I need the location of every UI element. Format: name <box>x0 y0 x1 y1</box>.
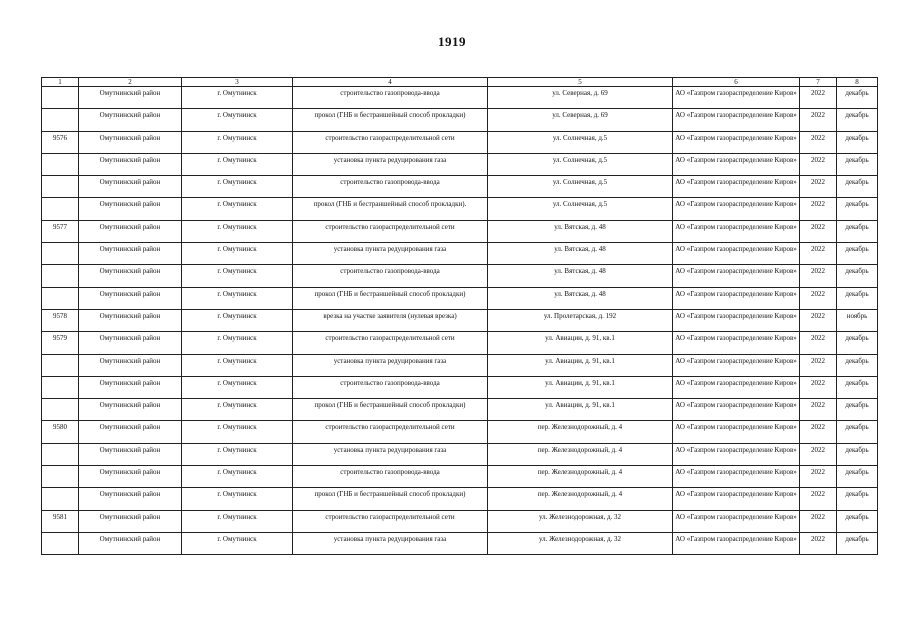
city-cell: г. Омутнинск <box>182 87 293 109</box>
organization-cell: АО «Газпром газораспределение Киров» <box>673 287 800 309</box>
work-type-cell: строительство газопровода-ввода <box>293 176 488 198</box>
table-row <box>42 153 878 175</box>
column-header-5: 5 <box>488 78 673 87</box>
work-type-cell: строительство газораспределительной сети <box>293 220 488 242</box>
table-row <box>42 131 878 153</box>
row-number-cell <box>42 488 79 510</box>
month-cell: декабрь <box>837 287 878 309</box>
district-cell: Омутнинский район <box>79 443 182 465</box>
organization-cell: АО «Газпром газораспределение Киров» <box>673 510 800 532</box>
page-number: 1919 <box>438 34 466 49</box>
year-cell: 2022 <box>800 176 837 198</box>
address-cell: ул. Солнечная, д.5 <box>488 176 673 198</box>
year-cell: 2022 <box>800 131 837 153</box>
month-cell: декабрь <box>837 421 878 443</box>
year-cell: 2022 <box>800 488 837 510</box>
work-type-cell: строительство газораспределительной сети <box>293 131 488 153</box>
organization-cell: АО «Газпром газораспределение Киров» <box>673 265 800 287</box>
work-type-cell: врезка на участке заявителя (нулевая врезка) <box>293 309 488 331</box>
organization-cell: АО «Газпром газораспределение Киров» <box>673 354 800 376</box>
district-cell: Омутнинский район <box>79 376 182 398</box>
organization-cell: АО «Газпром газораспределение Киров» <box>673 131 800 153</box>
row-number-cell <box>42 198 79 220</box>
city-cell: г. Омутнинск <box>182 488 293 510</box>
city-cell: г. Омутнинск <box>182 421 293 443</box>
row-number-cell: 9579 <box>42 332 79 354</box>
table-header-row <box>42 78 878 87</box>
month-cell: декабрь <box>837 488 878 510</box>
address-cell: пер. Железнодорожный, д. 4 <box>488 421 673 443</box>
city-cell: г. Омутнинск <box>182 109 293 131</box>
column-header-7: 7 <box>800 78 837 87</box>
month-cell: декабрь <box>837 198 878 220</box>
column-header-2: 2 <box>79 78 182 87</box>
city-cell: г. Омутнинск <box>182 510 293 532</box>
work-type-cell: строительство газопровода-ввода <box>293 265 488 287</box>
organization-cell: АО «Газпром газораспределение Киров» <box>673 87 800 109</box>
organization-cell: АО «Газпром газораспределение Киров» <box>673 220 800 242</box>
year-cell: 2022 <box>800 532 837 554</box>
organization-cell: АО «Газпром газораспределение Киров» <box>673 421 800 443</box>
city-cell: г. Омутнинск <box>182 332 293 354</box>
work-type-cell: прокол (ГНБ и бестраншейный способ прокладки) <box>293 399 488 421</box>
work-type-cell: прокол (ГНБ и бестраншейный способ прокладки). <box>293 198 488 220</box>
table-row <box>42 220 878 242</box>
column-header-4: 4 <box>293 78 488 87</box>
row-number-cell <box>42 265 79 287</box>
row-number-cell <box>42 443 79 465</box>
month-cell: декабрь <box>837 265 878 287</box>
row-number-cell <box>42 399 79 421</box>
year-cell: 2022 <box>800 109 837 131</box>
work-type-cell: установка пункта редуцирования газа <box>293 443 488 465</box>
city-cell: г. Омутнинск <box>182 532 293 554</box>
month-cell: декабрь <box>837 354 878 376</box>
row-number-cell <box>42 376 79 398</box>
work-type-cell: установка пункта редуцирования газа <box>293 153 488 175</box>
address-cell: ул. Железнодорожная, д. 32 <box>488 532 673 554</box>
organization-cell: АО «Газпром газораспределение Киров» <box>673 376 800 398</box>
row-number-cell: 9578 <box>42 309 79 331</box>
address-cell: ул. Вятская, д. 48 <box>488 265 673 287</box>
month-cell: декабрь <box>837 376 878 398</box>
address-cell: ул. Авиации, д. 91, кв.1 <box>488 332 673 354</box>
address-cell: ул. Северная, д. 69 <box>488 87 673 109</box>
table-row <box>42 243 878 265</box>
work-type-cell: строительство газопровода-ввода <box>293 466 488 488</box>
address-cell: ул. Вятская, д. 48 <box>488 220 673 242</box>
month-cell: декабрь <box>837 510 878 532</box>
district-cell: Омутнинский район <box>79 421 182 443</box>
table-row <box>42 87 878 109</box>
city-cell: г. Омутнинск <box>182 176 293 198</box>
city-cell: г. Омутнинск <box>182 131 293 153</box>
row-number-cell <box>42 532 79 554</box>
work-type-cell: строительство газораспределительной сети <box>293 421 488 443</box>
row-number-cell <box>42 466 79 488</box>
month-cell: декабрь <box>837 131 878 153</box>
organization-cell: АО «Газпром газораспределение Киров» <box>673 332 800 354</box>
city-cell: г. Омутнинск <box>182 466 293 488</box>
work-type-cell: прокол (ГНБ и бестраншейный способ прокладки) <box>293 488 488 510</box>
address-cell: ул. Вятская, д. 48 <box>488 243 673 265</box>
address-cell: пер. Железнодорожный, д. 4 <box>488 466 673 488</box>
row-number-cell: 9580 <box>42 421 79 443</box>
organization-cell: АО «Газпром газораспределение Киров» <box>673 309 800 331</box>
address-cell: ул. Вятская, д. 48 <box>488 287 673 309</box>
organization-cell: АО «Газпром газораспределение Киров» <box>673 176 800 198</box>
month-cell: ноябрь <box>837 309 878 331</box>
month-cell: декабрь <box>837 399 878 421</box>
organization-cell: АО «Газпром газораспределение Киров» <box>673 532 800 554</box>
work-type-cell: прокол (ГНБ и бестраншейный способ прокладки) <box>293 109 488 131</box>
city-cell: г. Омутнинск <box>182 220 293 242</box>
table-body <box>42 87 878 555</box>
row-number-cell <box>42 354 79 376</box>
year-cell: 2022 <box>800 265 837 287</box>
work-type-cell: строительство газопровода-ввода <box>293 87 488 109</box>
column-header-1: 1 <box>42 78 79 87</box>
work-type-cell: строительство газораспределительной сети <box>293 332 488 354</box>
table-row <box>42 399 878 421</box>
organization-cell: АО «Газпром газораспределение Киров» <box>673 399 800 421</box>
year-cell: 2022 <box>800 443 837 465</box>
table-row <box>42 488 878 510</box>
month-cell: декабрь <box>837 466 878 488</box>
table-row <box>42 443 878 465</box>
table-row <box>42 354 878 376</box>
district-cell: Омутнинский район <box>79 243 182 265</box>
column-header-8: 8 <box>837 78 878 87</box>
organization-cell: АО «Газпром газораспределение Киров» <box>673 153 800 175</box>
organization-cell: АО «Газпром газораспределение Киров» <box>673 488 800 510</box>
district-cell: Омутнинский район <box>79 287 182 309</box>
city-cell: г. Омутнинск <box>182 153 293 175</box>
row-number-cell <box>42 287 79 309</box>
address-cell: ул. Железнодорожная, д. 32 <box>488 510 673 532</box>
year-cell: 2022 <box>800 153 837 175</box>
district-cell: Омутнинский район <box>79 131 182 153</box>
row-number-cell <box>42 109 79 131</box>
registry-table <box>41 77 878 555</box>
month-cell: декабрь <box>837 332 878 354</box>
work-type-cell: установка пункта редуцирования газа <box>293 354 488 376</box>
address-cell: пер. Железнодорожный, д. 4 <box>488 443 673 465</box>
organization-cell: АО «Газпром газораспределение Киров» <box>673 466 800 488</box>
city-cell: г. Омутнинск <box>182 354 293 376</box>
row-number-cell <box>42 243 79 265</box>
city-cell: г. Омутнинск <box>182 265 293 287</box>
city-cell: г. Омутнинск <box>182 399 293 421</box>
address-cell: ул. Северная, д. 69 <box>488 109 673 131</box>
table-row <box>42 532 878 554</box>
district-cell: Омутнинский район <box>79 399 182 421</box>
row-number-cell: 9576 <box>42 131 79 153</box>
table-row <box>42 309 878 331</box>
column-header-6: 6 <box>673 78 800 87</box>
address-cell: ул. Авиации, д. 91, кв.1 <box>488 399 673 421</box>
address-cell: ул. Солнечная, д.5 <box>488 131 673 153</box>
city-cell: г. Омутнинск <box>182 287 293 309</box>
month-cell: декабрь <box>837 109 878 131</box>
year-cell: 2022 <box>800 220 837 242</box>
table-row <box>42 376 878 398</box>
table-row <box>42 466 878 488</box>
work-type-cell: установка пункта редуцирования газа <box>293 243 488 265</box>
district-cell: Омутнинский район <box>79 153 182 175</box>
city-cell: г. Омутнинск <box>182 443 293 465</box>
address-cell: ул. Авиации, д. 91, кв.1 <box>488 376 673 398</box>
district-cell: Омутнинский район <box>79 510 182 532</box>
table-row <box>42 510 878 532</box>
district-cell: Омутнинский район <box>79 354 182 376</box>
year-cell: 2022 <box>800 399 837 421</box>
month-cell: декабрь <box>837 443 878 465</box>
district-cell: Омутнинский район <box>79 466 182 488</box>
organization-cell: АО «Газпром газораспределение Киров» <box>673 443 800 465</box>
table-row <box>42 109 878 131</box>
month-cell: декабрь <box>837 87 878 109</box>
row-number-cell <box>42 176 79 198</box>
table-row <box>42 198 878 220</box>
district-cell: Омутнинский район <box>79 532 182 554</box>
table-row <box>42 421 878 443</box>
address-cell: ул. Солнечная, д.5 <box>488 153 673 175</box>
city-cell: г. Омутнинск <box>182 376 293 398</box>
district-cell: Омутнинский район <box>79 220 182 242</box>
district-cell: Омутнинский район <box>79 87 182 109</box>
address-cell: ул. Авиации, д. 91, кв.1 <box>488 354 673 376</box>
row-number-cell <box>42 87 79 109</box>
district-cell: Омутнинский район <box>79 198 182 220</box>
city-cell: г. Омутнинск <box>182 309 293 331</box>
work-type-cell: строительство газораспределительной сети <box>293 510 488 532</box>
address-cell: ул. Солнечная, д.5 <box>488 198 673 220</box>
district-cell: Омутнинский район <box>79 109 182 131</box>
organization-cell: АО «Газпром газораспределение Киров» <box>673 109 800 131</box>
organization-cell: АО «Газпром газораспределение Киров» <box>673 198 800 220</box>
year-cell: 2022 <box>800 510 837 532</box>
table-row <box>42 176 878 198</box>
year-cell: 2022 <box>800 466 837 488</box>
year-cell: 2022 <box>800 332 837 354</box>
month-cell: декабрь <box>837 243 878 265</box>
row-number-cell <box>42 153 79 175</box>
work-type-cell: строительство газопровода-ввода <box>293 376 488 398</box>
table-row <box>42 265 878 287</box>
year-cell: 2022 <box>800 421 837 443</box>
year-cell: 2022 <box>800 287 837 309</box>
district-cell: Омутнинский район <box>79 265 182 287</box>
year-cell: 2022 <box>800 376 837 398</box>
month-cell: декабрь <box>837 220 878 242</box>
year-cell: 2022 <box>800 309 837 331</box>
table-row <box>42 287 878 309</box>
work-type-cell: прокол (ГНБ и бестраншейный способ прокладки) <box>293 287 488 309</box>
organization-cell: АО «Газпром газораспределение Киров» <box>673 243 800 265</box>
city-cell: г. Омутнинск <box>182 198 293 220</box>
year-cell: 2022 <box>800 354 837 376</box>
month-cell: декабрь <box>837 532 878 554</box>
column-header-3: 3 <box>182 78 293 87</box>
row-number-cell: 9581 <box>42 510 79 532</box>
row-number-cell: 9577 <box>42 220 79 242</box>
district-cell: Омутнинский район <box>79 488 182 510</box>
address-cell: ул. Пролетарская, д. 192 <box>488 309 673 331</box>
district-cell: Омутнинский район <box>79 176 182 198</box>
table-row <box>42 332 878 354</box>
address-cell: пер. Железнодорожный, д. 4 <box>488 488 673 510</box>
city-cell: г. Омутнинск <box>182 243 293 265</box>
month-cell: декабрь <box>837 153 878 175</box>
year-cell: 2022 <box>800 87 837 109</box>
month-cell: декабрь <box>837 176 878 198</box>
year-cell: 2022 <box>800 198 837 220</box>
work-type-cell: установка пункта редуцирования газа <box>293 532 488 554</box>
year-cell: 2022 <box>800 243 837 265</box>
district-cell: Омутнинский район <box>79 309 182 331</box>
district-cell: Омутнинский район <box>79 332 182 354</box>
